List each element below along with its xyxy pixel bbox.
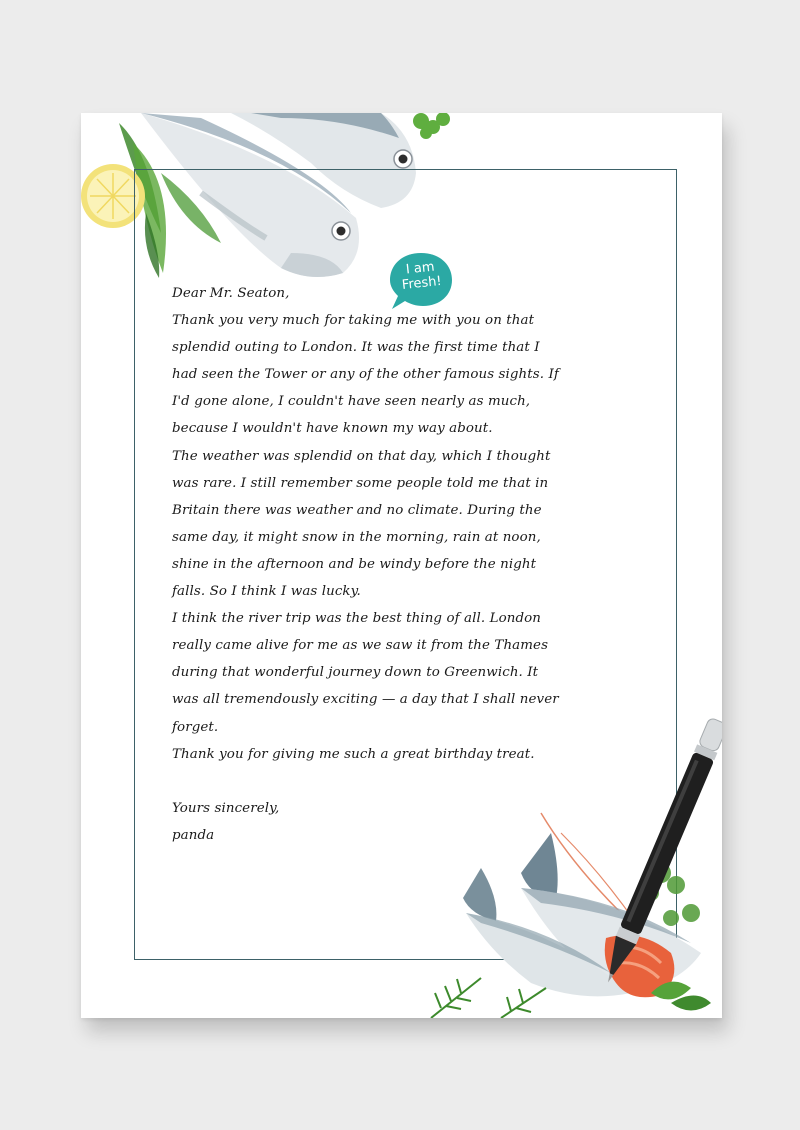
letter-line: falls. So I think I was lucky. [172,584,361,600]
letter-line: had seen the Tower or any of the other famous sights. If [172,367,559,383]
letter-closing: Yours sincerely, [172,800,280,816]
badge-line-2: Fresh! [401,273,443,293]
letter-line: during that wonderful journey down to Greenwich. It [172,665,539,681]
letter-line: forget. [172,719,219,735]
letter-line: shine in the afternoon and be windy before the night [172,556,537,572]
letter-line: I think the river trip was the best thing of all. London [172,611,542,627]
letter-line: Britain there was weather and no climate. During the [172,502,542,518]
letter-line: same day, it might snow in the morning, rain at noon, [172,529,541,545]
letter-line: splendid outing to London. It was the first time that I [172,340,540,356]
letter-line: was rare. I still remember some people told me that in [172,475,549,491]
letter-line: was all tremendously exciting — a day that I shall never [172,692,559,708]
letter-line: The weather was splendid on that day, which I thought [172,448,551,464]
letter-line: I'd gone alone, I couldn't have seen nearly as much, [172,394,531,410]
letter-greeting: Dear Mr. Seaton, [172,286,290,301]
letter-line: really came alive for me as we saw it from the Thames [172,638,549,654]
letter-line: because I wouldn't have known my way about. [172,421,493,437]
pen-icon [601,713,722,1018]
letter-signature: panda [172,827,215,843]
letter-line: Thank you for giving me such a great birthday treat. [172,746,535,762]
letter-paper [81,113,722,1018]
letter-line: Thank you very much for taking me with you on that [172,313,535,329]
badge-line-1: I am [405,259,436,278]
